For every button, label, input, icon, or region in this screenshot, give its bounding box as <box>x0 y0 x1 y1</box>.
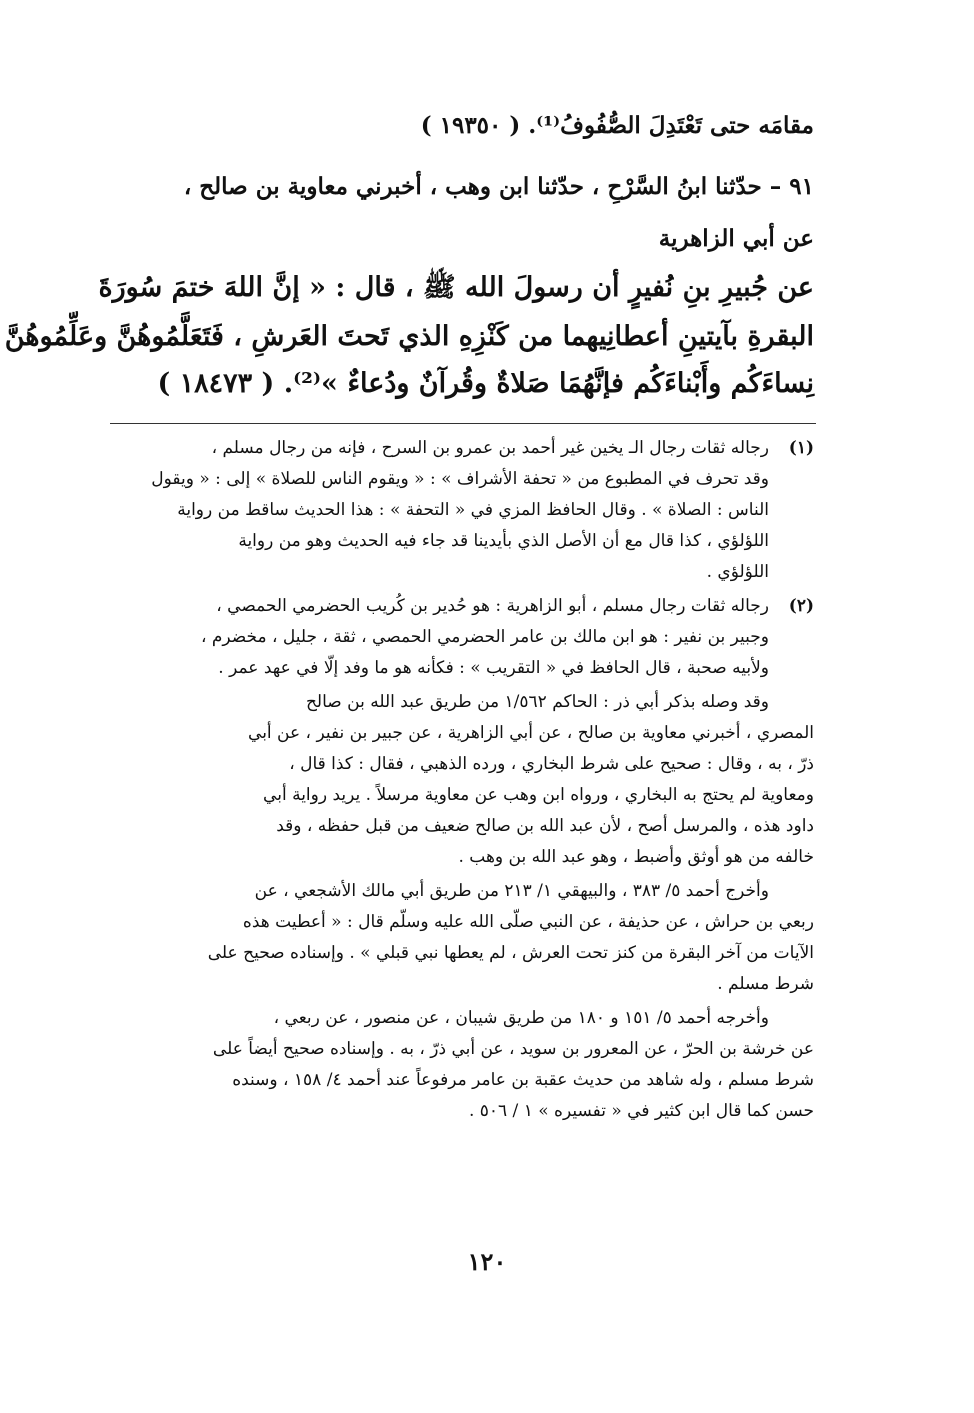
footnote-paragraph-1-line-4: ومعاوية لم يحتج به البخاري ، ورواه ابن وهب عن معاوية مرسلاً . يريد رواية أبي <box>263 785 814 805</box>
footnote-2-line-1: رجاله ثقات رجال مسلم ، أبو الزاهرية : هو حُدير بن كُريب الحضرمي الحمصي ، <box>216 596 769 616</box>
footnote-paragraph-3-line-2: عن خرشة بن الحرّ ، عن المعرور بن سويد ، عن أبي ذرّ ، به . وإسناده صحيح أيضاً على <box>212 1039 814 1059</box>
footnote-paragraph-3-line-4: حسن كما قال ابن كثير في « تفسيره » ١ / ٥٠٦ . <box>468 1101 814 1121</box>
footnote-paragraph-2-line-2: ربعي بن حراش ، عن حذيفة ، عن النبي صلّى الله عليه وسلّم قال : « أعطيت هذه <box>242 912 814 932</box>
footnote-paragraph-1-line-1: وقد وصله بذكر أبي ذر : الحاكم ١/٥٦٢ من طريق عبد الله بن صالح <box>305 692 769 712</box>
footnote-paragraph-2-line-1: وأخرج أحمد ٥/ ٣٨٣ ، والبيهقي ١/ ٢١٣ من طريق أبي مالك الأشجعي ، عن <box>254 881 769 901</box>
footnote-paragraph-2-line-3: الآيات من آخر البقرة من كنز تحت العرش ، لم يعطها نبي قبلي » . وإسناده صحيح على <box>207 943 814 963</box>
footnote-1-line-1: رجاله ثقات رجال الـ يخين غير أحمد بن عمرو بن السرح ، فإنه من رجال مسلم ، <box>211 438 769 458</box>
main-text-line-4: عن جُبيرِ بنِ نُفيرٍ أن رسولَ الله ﷺ ، قال : « إنَّ اللهَ ختمَ سُورَةَ <box>98 272 814 303</box>
footnote-2-line-3: ولأبيه صحبة ، قال الحافظ في « التقريب » : فكأنه هو ما وفد إلّا في عهد عمر . <box>218 658 769 678</box>
footnote-1-line-5: اللؤلؤي . <box>706 562 769 582</box>
footnote-paragraph-1-line-2: المصري ، أخبرني معاوية بن صالح ، عن أبي الزاهرية ، عن جبير بن نفير ، عن أبي <box>248 723 814 743</box>
footnote-1-line-4: اللؤلؤي ، كذا قال مع أن الأصل الذي بأيدينا قد جاء فيه الحديث وهو من رواية <box>238 531 769 551</box>
footnote-separator <box>110 423 816 424</box>
footnote-paragraph-1-line-6: خالفه من هو أوثق وأضبط ، وهو عبد الله بن وهب . <box>458 847 814 867</box>
footnote-2-line-2: وجبير بن نفير : هو ابن مالك بن عامر الحضرمي الحمصي ، ثقة ، جليل ، مخضرم ، <box>200 627 769 647</box>
footnote-1-line-2: وقد تحرف في المطبوع من « تحفة الأشراف » : « ويقوم الناس للصلاة » إلى : « ويقول <box>151 469 769 489</box>
footnote-1-number: (١) <box>788 438 814 458</box>
main-text-line-1: مقامَه حتى تَعْتَدِلَ الصُّفُوفُ⁽¹⁾. ( ١٩٣٥٠ ) <box>420 112 814 139</box>
main-text-line-6: نِساءَكُم وأَبْناءَكُم فإنَّهُمَا صَلاةٌ وقُرآنٌ ودُعاءٌ »⁽²⁾. ( ١٨٤٧٣ ) <box>157 368 814 399</box>
footnote-paragraph-1-line-3: ذرّ ، به ، وقال : صحيح على شرط البخاري ، ورده الذهبي ، فقال : كذا قال ، <box>289 754 814 774</box>
main-text-line-5: البقرةِ بآيتينِ أعطانِيهما من كَنْزِهِ الذي تَحتَ العَرشِ ، فَتَعَلَّمُوهُنَّ وعَلِّمُوهُنَّ <box>4 321 814 352</box>
footnote-paragraph-2-line-4: شرط مسلم . <box>717 974 814 994</box>
footnote-1-line-3: الناس : الصلاة » . وقال الحافظ المزي في « التحفة » : هذا الحديث ساقط من رواية <box>177 500 769 520</box>
footnote-2-number: (٢) <box>788 596 814 616</box>
main-text-line-2: ٩١ – حدّثنا ابنُ السَّرْحِ ، حدّثنا ابن وهب ، أخبرني معاوية بن صالح ، <box>183 173 814 200</box>
main-text-line-3: عن أبي الزاهرية <box>658 225 814 252</box>
page-number: ١٢٠ <box>467 1247 507 1276</box>
footnote-paragraph-1-line-5: داود هذه ، والمرسل أصح ، لأن عبد الله بن صالح ضعيف من قبل حفظه ، وقد <box>276 816 814 836</box>
footnote-paragraph-3-line-1: وأخرجه أحمد ٥/ ١٥١ و ١٨٠ من طريق شيبان ، عن منصور ، عن ربعي ، <box>273 1008 769 1028</box>
footnote-paragraph-3-line-3: شرط مسلم ، وله شاهد من حديث عقبة بن عامر مرفوعاً عند أحمد ٤/ ١٥٨ ، وسنده <box>232 1070 814 1090</box>
